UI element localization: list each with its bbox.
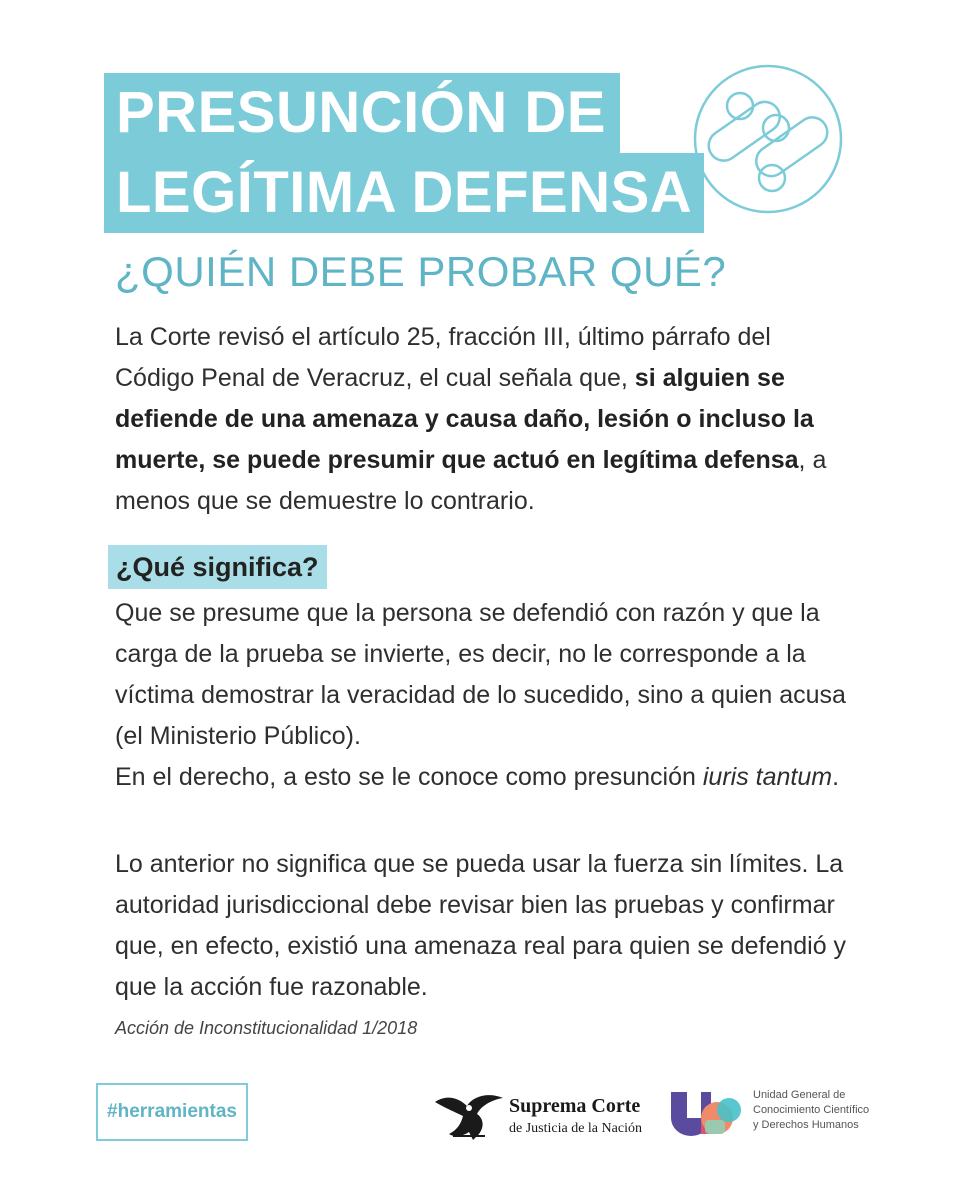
unidad-line2: Conocimiento Científico (753, 1104, 870, 1116)
citation: Acción de Inconstitucionalidad 1/2018 (115, 1018, 418, 1038)
unidad-mark-icon (671, 1092, 743, 1136)
intro-text-bold: si alguien se defiende de una amenaza y causa daño, lesión o incluso la muerte, se puede presumir que actuó en legítima defensa (115, 364, 814, 474)
scjn-logo (433, 1088, 643, 1142)
title-line-1: PRESUNCIÓN DE (104, 73, 620, 153)
subtitle: ¿QUIÉN DEBE PROBAR QUÉ? (115, 248, 727, 295)
hashtag-badge[interactable]: #herramientas (96, 1083, 248, 1141)
title-line-2: LEGÍTIMA DEFENSA (104, 153, 704, 233)
intro-text-a: La Corte revisó el artículo 25, fracción III, último párrafo del Código Penal de Veracruz, el cual señala que, (115, 323, 771, 392)
meaning-text-c: . (832, 763, 840, 791)
meaning-text-a: Que se presume que la persona se defendió con razón y que la carga de la prueba se invierte, es decir, no le corresponde a la víctima demostrar la veracidad de lo sucedido, sino a quien acusa (el Ministerio Público). (115, 599, 846, 750)
scjn-name-line2: de Justicia de la Nación (509, 1121, 642, 1136)
meaning-text-italic: iuris tantum (702, 763, 833, 791)
unidad-logo (671, 1088, 871, 1138)
title-block (104, 73, 704, 233)
unidad-line1: Unidad General de (753, 1089, 846, 1101)
limits-paragraph: Lo anterior no significa que se pueda usar la fuerza sin límites. La autoridad jurisdiccional debe revisar bien las pruebas y confirmar que, en efecto, existió una amenaza real para quien se defendió y que la acción fue razonable. (115, 850, 847, 1001)
pills-circle-icon (693, 64, 843, 214)
unidad-line3: y Derechos Humanos (753, 1119, 859, 1131)
unidad-name (753, 1088, 869, 1133)
section-heading: ¿Qué significa? (108, 545, 327, 589)
eagle-icon (433, 1088, 505, 1142)
scjn-name-line1: Suprema Corte (509, 1095, 641, 1117)
intro-text-b: , a menos que se demuestre lo contrario. (115, 446, 827, 515)
meaning-text-b: En el derecho, a esto se le conoce como presunción (115, 763, 703, 791)
intro-paragraph (115, 317, 855, 522)
meaning-paragraph (115, 593, 855, 798)
